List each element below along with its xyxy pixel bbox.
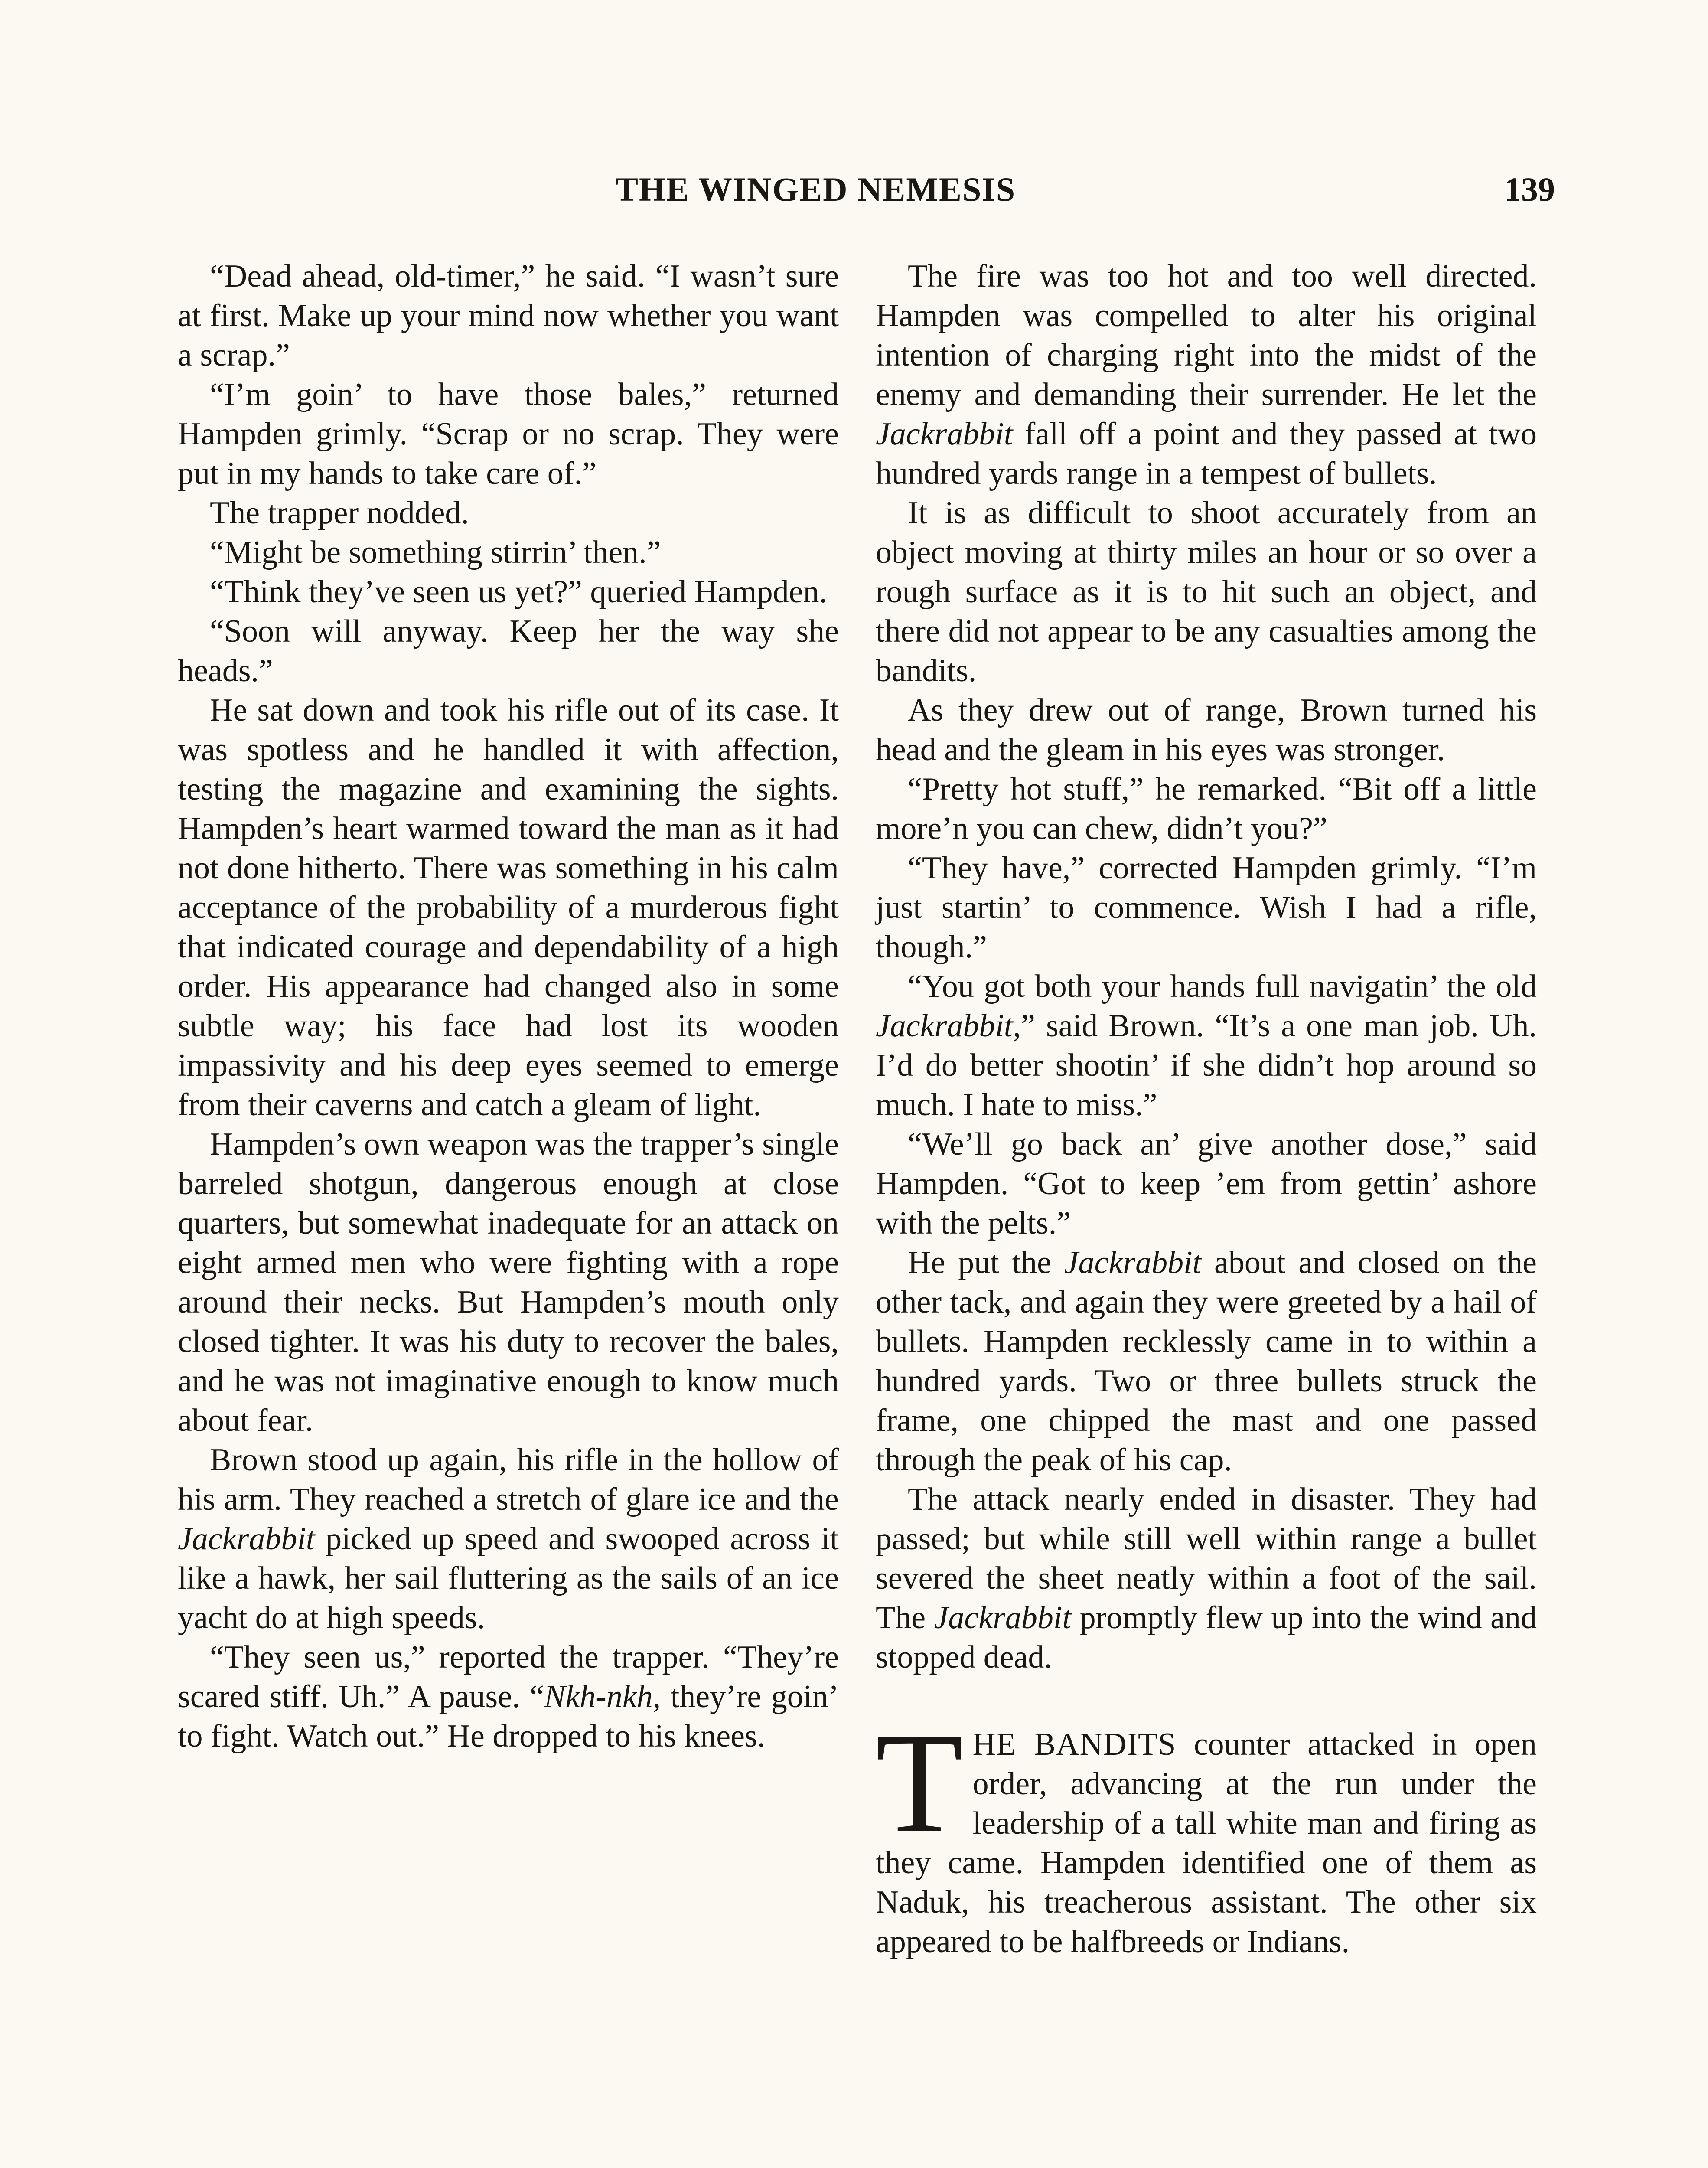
paragraph: As they drew out of range, Brown turned his head and the gleam in his eyes was stronger. — [876, 692, 1537, 767]
right-column — [876, 257, 1537, 1962]
paragraph: “Pretty hot stuff,” he remarked. “Bit off a little more’n you can chew, didn’t you?” — [876, 771, 1537, 846]
paragraph: The trapper nodded. — [210, 495, 469, 531]
paragraph: “Think they’ve seen us yet?” queried Hampden. — [210, 574, 827, 610]
section-opening-paragraph — [876, 1704, 1537, 1962]
paragraph: “We’ll go back an’ give another dose,” said Hampden. “Got to keep ’em from gettin’ ashore with the pelts.” — [876, 1126, 1537, 1241]
paragraph: Brown stood up again, his rifle in the hollow of his arm. They reached a stretch of glare ice and the Jackrabbit picked up speed and swooped across it like a hawk, her sail fluttering as the sails of an ice yacht do at high speeds. — [178, 1442, 839, 1636]
paragraph: “They seen us,” reported the trapper. “They’re scared stiff. Uh.” A pause. “Nkh-nkh, they’re goin’ to fight. Watch out.” He dropped to his knees. — [178, 1639, 839, 1754]
paragraph: “Might be something stirrin’ then.” — [210, 535, 661, 570]
paragraph: The attack nearly ended in disaster. They had passed; but while still well within range a bullet severed the sheet neatly within a foot of the sail. The Jackrabbit promptly flew up into the wind and stopped dead. — [876, 1482, 1537, 1675]
section-break — [876, 1677, 1537, 1725]
section-text: counter attacked in open order, advancing at the run under the leadership of a tall white man and firing as they came. Hampden identified one of them as Naduk, his treacherous assistant. The other six appeared to be halfbreeds or Indians. — [876, 1727, 1537, 1959]
drop-cap: T — [876, 1704, 963, 1862]
paragraph: Hampden’s own weapon was the trapper’s single barreled shotgun, dangerous enough at close quarters, but somewhat inadequate for an attack on eight armed men who were fighting with a rope around their necks. But Hampden’s mouth only closed tighter. It was his duty to recover the bales, and he was not imaginative enough to know much about fear. — [178, 1126, 839, 1438]
page-number: 139 — [1504, 170, 1555, 208]
paragraph: “Dead ahead, old-timer,” he said. “I wasn’t sure at first. Make up your mind now whether you want a scrap.” — [178, 258, 839, 373]
paragraph: “You got both your hands full navigatin’ the old Jackrabbit,” said Brown. “It’s a one man job. Uh. I’d do better shootin’ if she didn’t hop around so much. I hate to miss.” — [876, 969, 1537, 1123]
paragraph: “I’m goin’ to have those bales,” returned Hampden grimly. “Scrap or no scrap. They were put in my hands to take care of.” — [178, 377, 839, 491]
paragraph: “They have,” corrected Hampden grimly. “I’m just startin’ to commence. Wish I had a rifle, though.” — [876, 850, 1537, 965]
left-column — [178, 257, 839, 1756]
paragraph: The fire was too hot and too well directed. Hampden was compelled to alter his original intention of charging right into the midst of the enemy and demanding their surrender. He let the Jackrabbit fall off a point and they passed at two hundred yards range in a tempest of bullets. — [876, 258, 1537, 491]
paragraph: “Soon will anyway. Keep her the way she heads.” — [178, 614, 839, 689]
paragraph: It is as difficult to shoot accurately from an object moving at thirty miles an hour or so over a rough surface as it is to hit such an object, and there did not appear to be any casualties among the bandits. — [876, 495, 1537, 689]
running-header: THE WINGED NEMESIS — [616, 170, 1016, 208]
paragraph: He sat down and took his rifle out of its case. It was spotless and he handled it with affection, testing the magazine and examining the sights. Hampden’s heart warmed toward the man as it had not done hitherto. There was something in his calm acceptance of the probability of a murderous fight that indicated courage and dependability of a high order. His appearance had changed also in some subtle way; his face had lost its wooden impassivity and his deep eyes seemed to emerge from their caverns and catch a gleam of light. — [178, 692, 839, 1123]
paragraph: He put the Jackrabbit about and closed on the other tack, and again they were greeted by a hail of bullets. Hampden recklessly came in to within a hundred yards. Two or three bullets struck the frame, one chipped the mast and one passed through the peak of his cap. — [876, 1245, 1537, 1478]
lead-in-caps: HE BANDITS — [972, 1727, 1177, 1762]
